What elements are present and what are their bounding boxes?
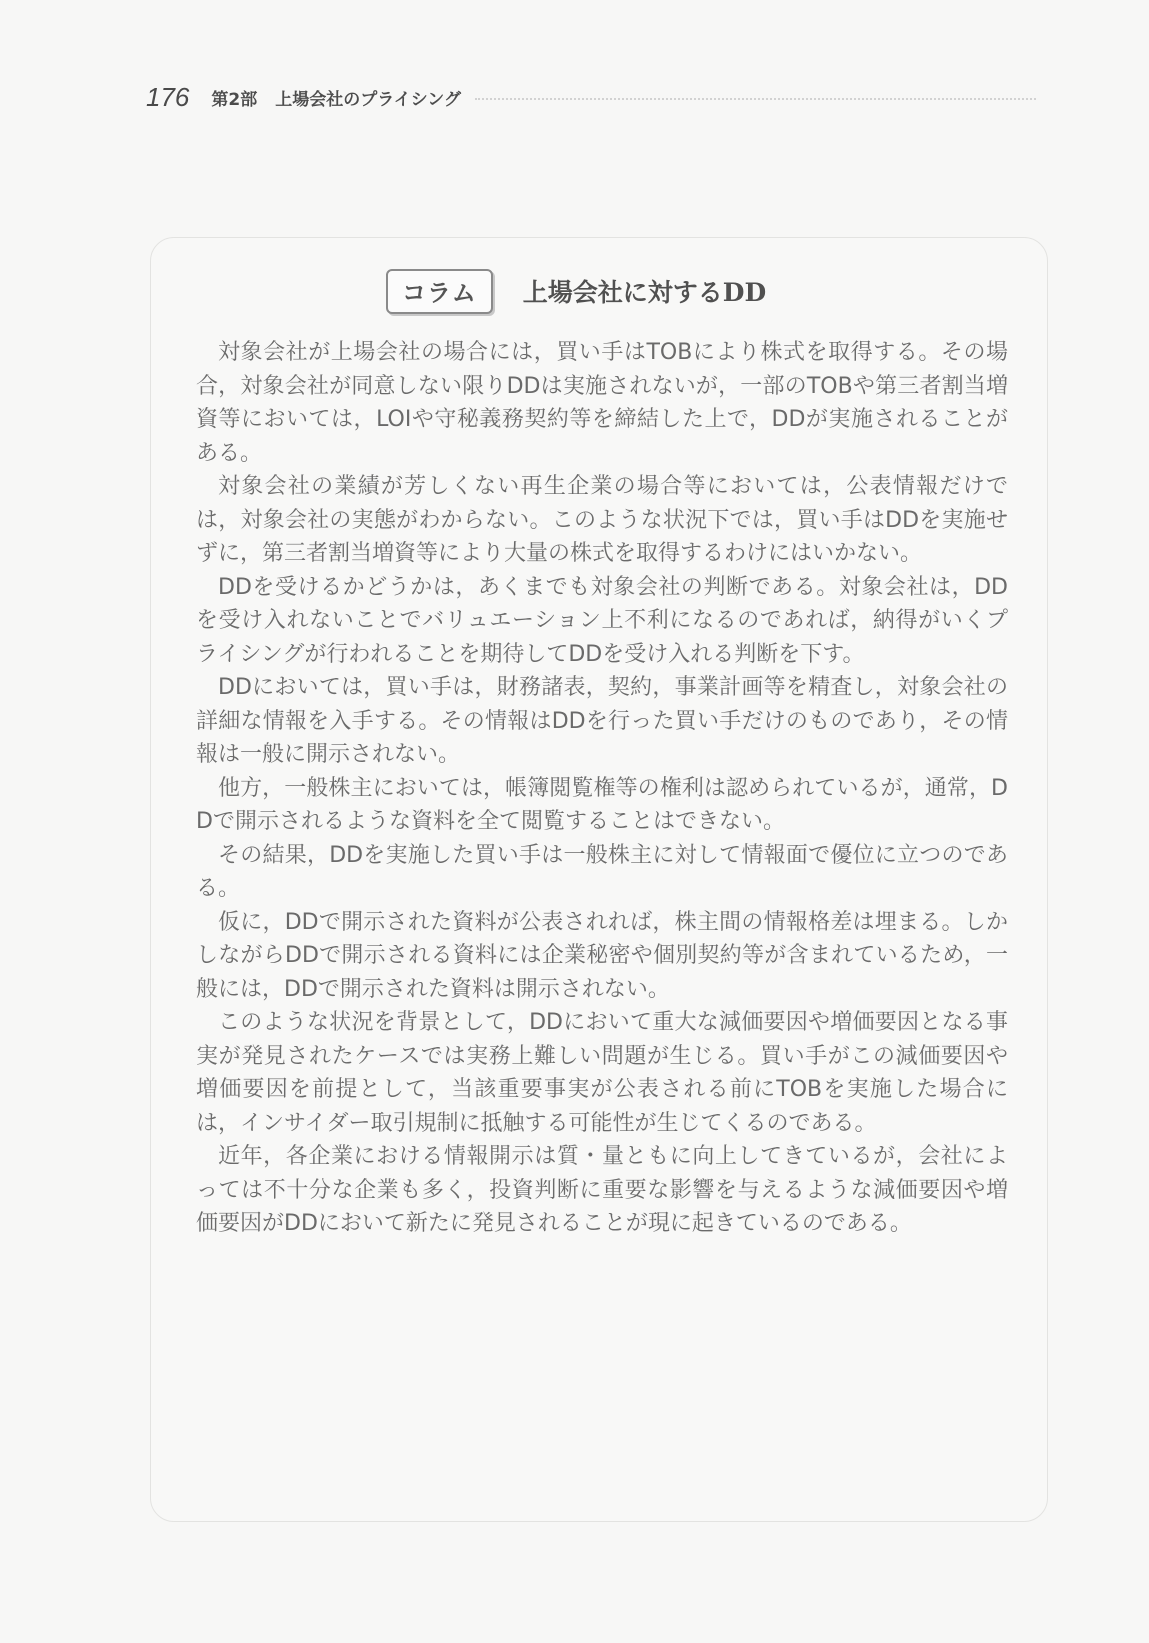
paragraph: DDにおいては，買い手は，財務諸表，契約，事業計画等を精査し，対象会社の詳細な情報を入手する。その情報はDDを行った買い手だけのものであり，その情報は一般に開示されない。 — [196, 675, 1008, 767]
paragraph: 他方，一般株主においては，帳簿閲覧権等の権利は認められているが，通常，DDで開示されるような資料を全て閲覧することはできない。 — [196, 775, 1008, 834]
paragraph: 対象会社が上場会社の場合には，買い手はTOBにより株式を取得する。その場合，対象会社が同意しない限りDDは実施されないが，一部のTOBや第三者割当増資等においては，LOIや守秘義務契約等を締結した上で，DDが実施されることがある。 — [196, 340, 1008, 466]
column-body — [196, 336, 1008, 1241]
paragraph: DDを受けるかどうかは，あくまでも対象会社の判断である。対象会社は，DDを受け入れないことでバリュエーション上不利になるのであれば，納得がいくプライシングが行われることを期待してDDを受け入れる判断を下す。 — [196, 574, 1008, 667]
column-heading — [386, 268, 766, 314]
header-dotted-rule — [475, 98, 1036, 100]
paragraph: その結果，DDを実施した買い手は一般株主に対して情報面で優位に立つのである。 — [196, 842, 1008, 901]
running-header — [146, 80, 1036, 114]
paragraph: このような状況を背景として，DDにおいて重大な減価要因や増価要因となる事実が発見されたケースでは実務上難しい問題が生じる。買い手がこの減価要因や増価要因を前提として，当該重要事実が公表される前にTOBを実施した場合には，インサイダー取引規制に抵触する可能性が生じてくるのである。 — [196, 1010, 1008, 1136]
column-badge: コラム — [386, 269, 493, 314]
part-label: 第2部 — [211, 89, 258, 110]
paragraph: 仮に，DDで開示された資料が公表されれば，株主間の情報格差は埋まる。しかしながらDDで開示される資料には企業秘密や個別契約等が含まれているため，一般には，DDで開示された資料は開示されない。 — [196, 909, 1008, 1002]
paragraph: 対象会社の業績が芳しくない再生企業の場合等においては，公表情報だけでは，対象会社の実態がわからない。このような状況下では，買い手はDDを実施せずに，第三者割当増資等により大量の株式を取得するわけにはいかない。 — [196, 474, 1008, 566]
paragraph: 近年，各企業における情報開示は質・量ともに向上してきているが，会社によっては不十分な企業も多く，投資判断に重要な影響を与えるような減価要因や増価要因がDDにおいて新たに発見されることが現に起きているのである。 — [196, 1144, 1008, 1236]
page-number: 176 — [146, 81, 190, 112]
part-title: 上場会社のプライシング — [275, 89, 461, 110]
column-title: 上場会社に対するDD — [522, 278, 767, 307]
